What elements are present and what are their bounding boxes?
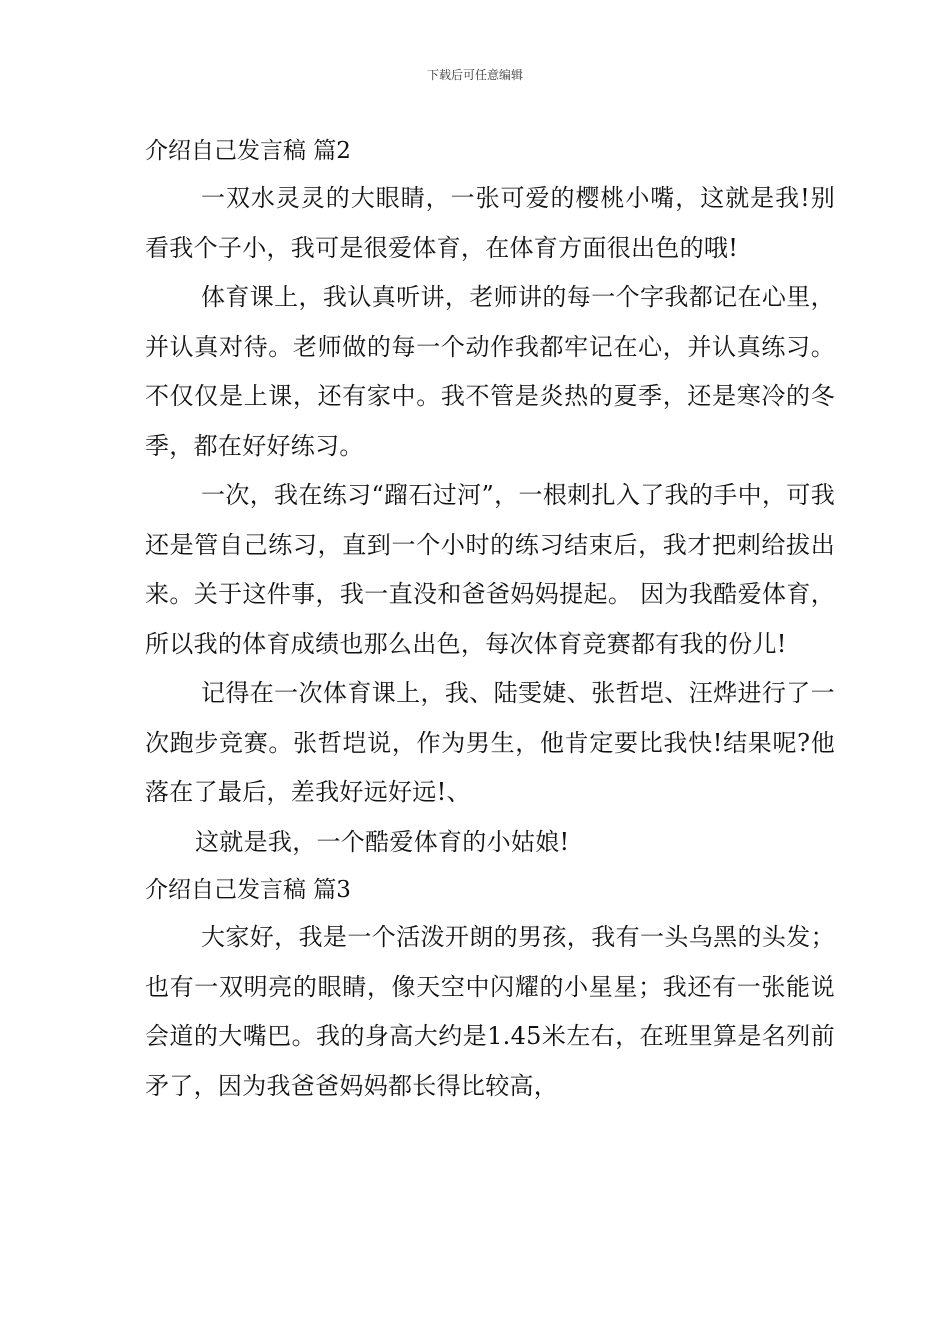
section-2 xyxy=(145,128,835,867)
section-heading: 介绍自己发言稿 篇3 xyxy=(145,877,351,903)
paragraph: 记得在一次体育课上，我、陆雯婕、张哲垲、汪烨进行了一次跑步竞赛。张哲垲说，作为男生，他肯定要比我快!结果呢?他落在了最后，差我好远好远!、 xyxy=(145,679,835,806)
paragraph: 一次，我在练习“蹓石过河”，一根刺扎入了我的手中，可我还是管自己练习，直到一个小时的练习结束后，我才把刺给拔出来。关于这件事，我一直没和爸爸妈妈提起。 因为我酷爱体育，所以我的体育成绩也那么出色，每次体育竞赛都有我的份儿! xyxy=(145,481,835,658)
section-heading: 介绍自己发言稿 篇2 xyxy=(145,138,351,164)
paragraph: 一双水灵灵的大眼睛，一张可爱的樱桃小嘴，这就是我!别看我个子小，我可是很爱体育，在体育方面很出色的哦! xyxy=(145,184,835,262)
document-body xyxy=(145,128,835,1111)
paragraph: 体育课上，我认真听讲，老师讲的每一个字我都记在心里，并认真对待。老师做的每一个动作我都牢记在心，并认真练习。不仅仅是上课，还有家中。我不管是炎热的夏季，还是寒冷的冬季，都在好好练习。 xyxy=(145,283,835,460)
header-note: 下载后可任意编辑 xyxy=(426,68,523,82)
paragraph: 这就是我，一个酷爱体育的小姑娘! xyxy=(195,827,570,856)
section-3 xyxy=(145,867,835,1111)
paragraph: 大家好，我是一个活泼开朗的男孩，我有一头乌黑的头发；也有一双明亮的眼睛，像天空中闪耀的小星星；我还有一张能说会道的大嘴巴。我的身高大约是1.45米左右，在班里算是名列前矛了，因为我爸爸妈妈都长得比较高， xyxy=(145,923,835,1100)
